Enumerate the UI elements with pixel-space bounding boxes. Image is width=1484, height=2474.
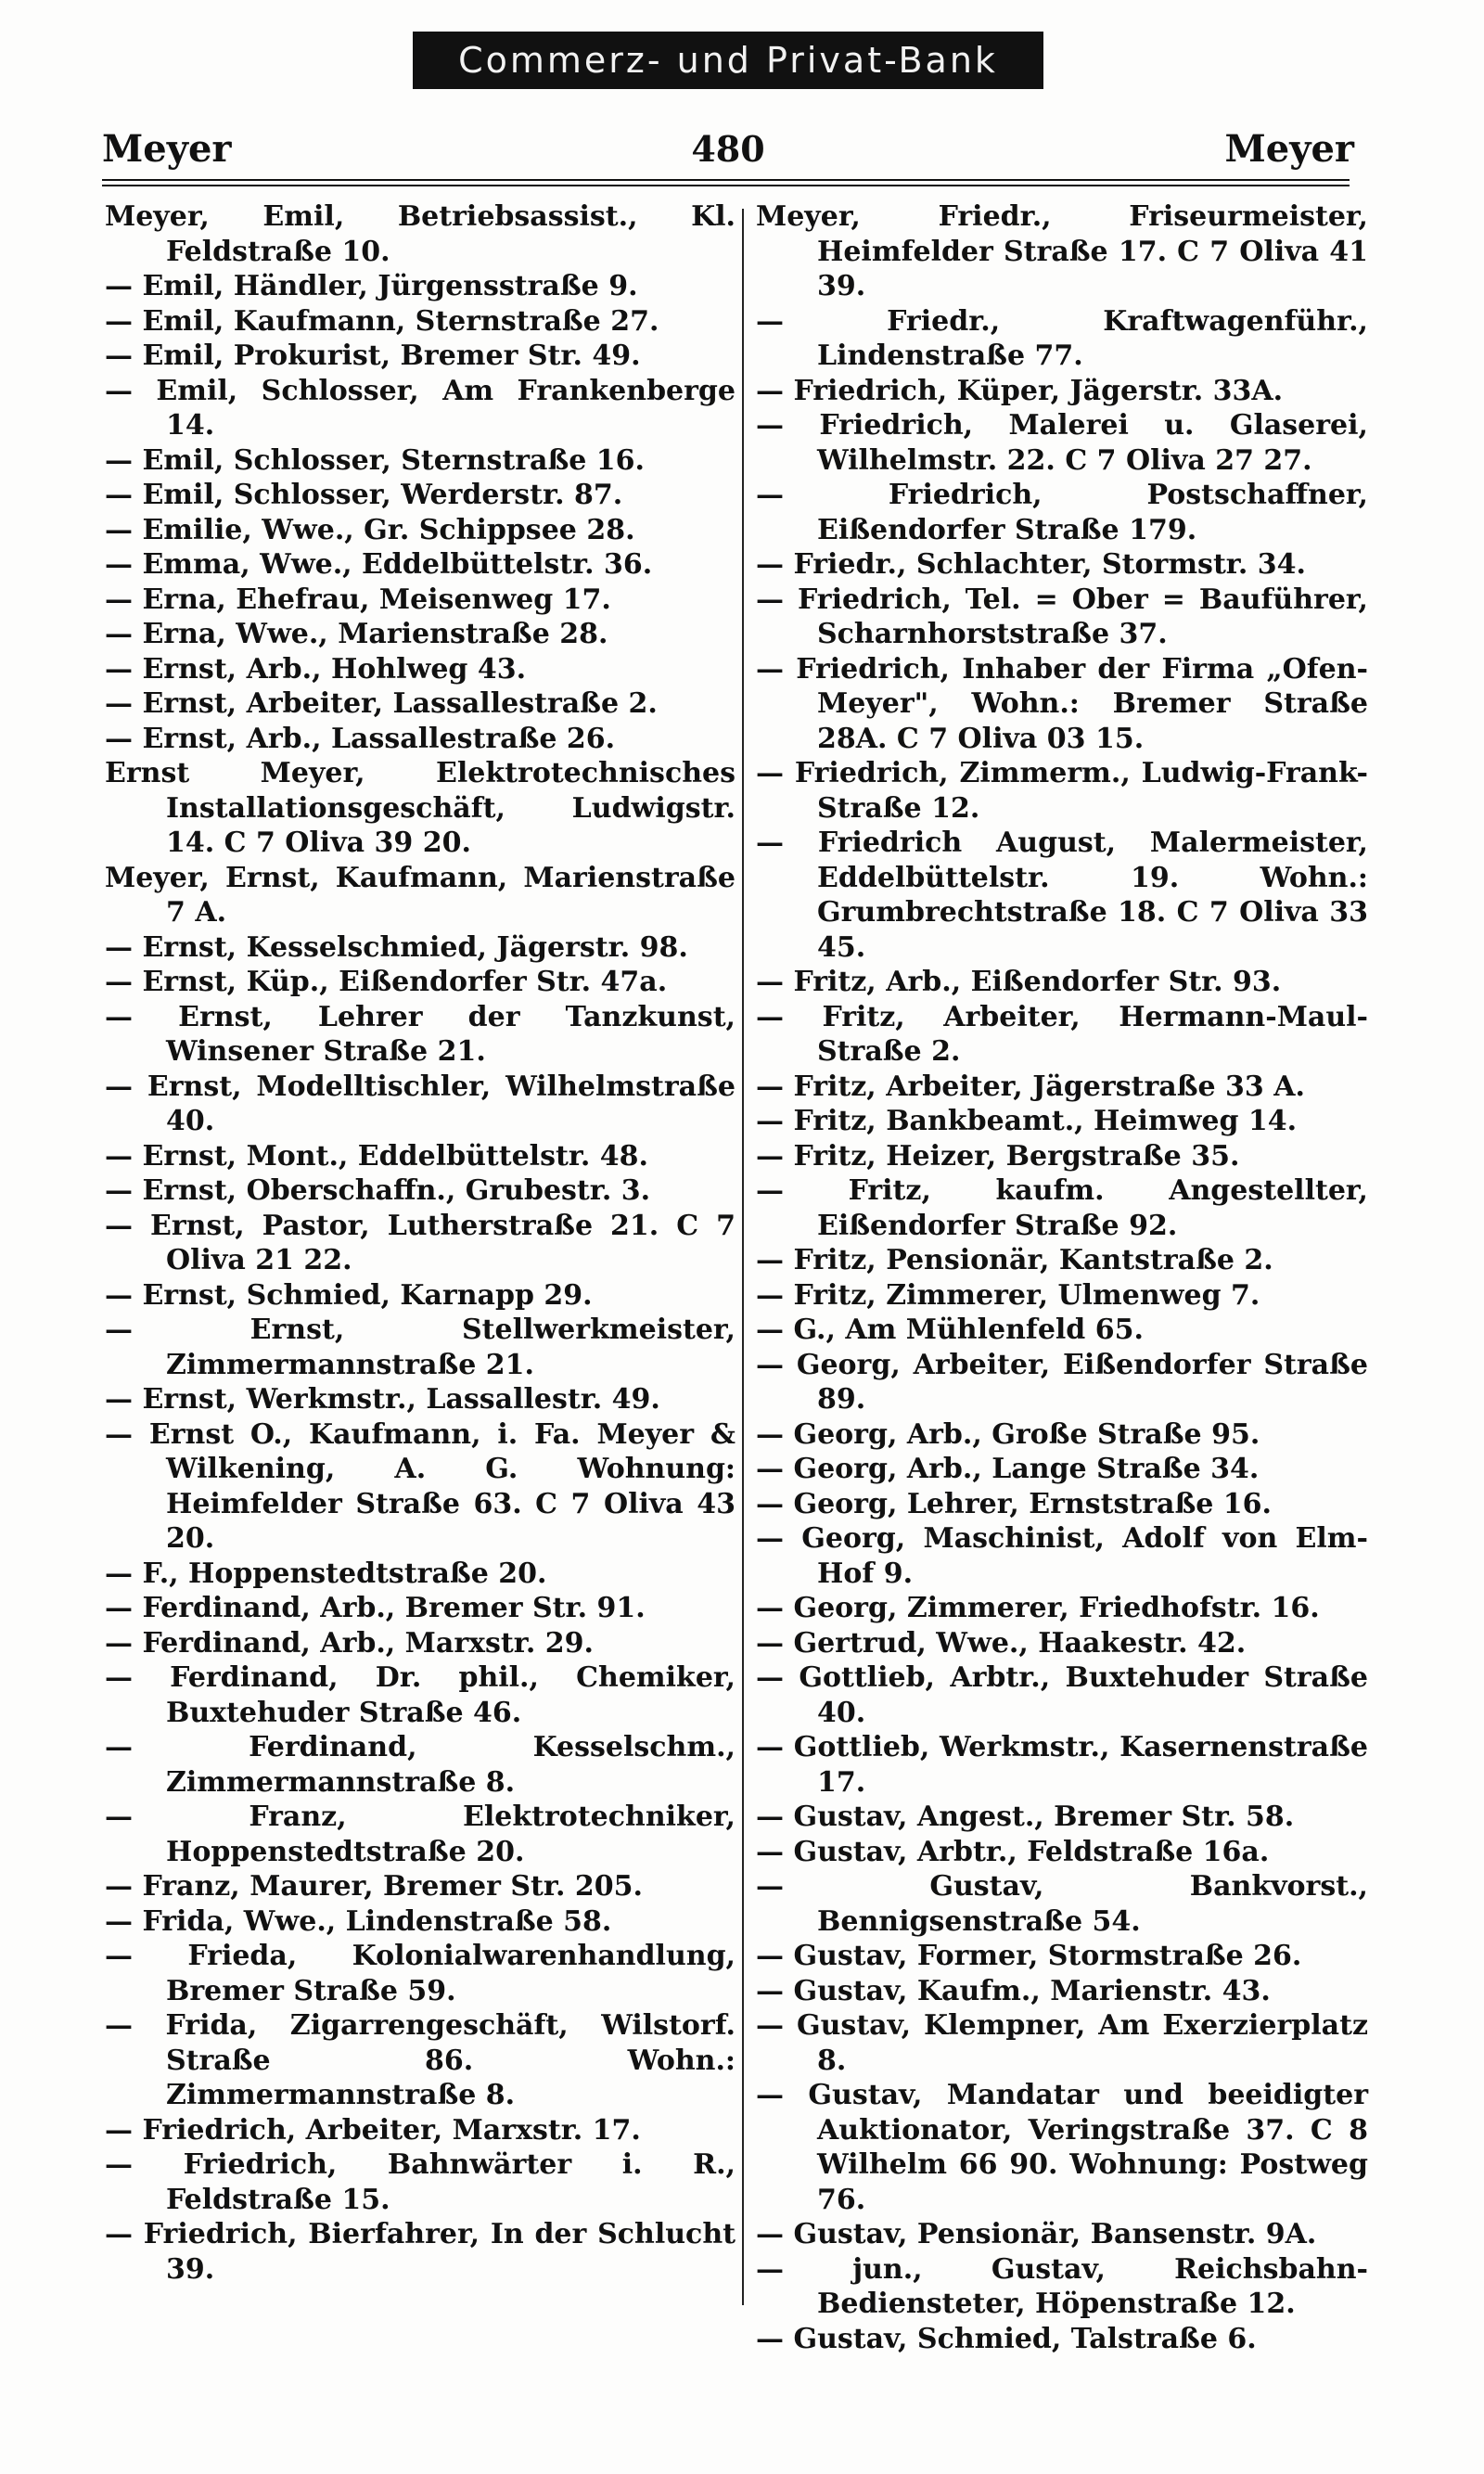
directory-entry: — Emil, Schlosser, Sternstraße 16. xyxy=(105,443,645,477)
directory-entry: Meyer, Friedr., Friseurmeister, Heimfelder Straße 17. C 7 Oliva 41 39. xyxy=(756,200,1368,302)
directory-entry: — Georg, Arb., Große Straße 95. xyxy=(756,1417,1260,1451)
directory-entry: — Emma, Wwe., Eddelbüttelstr. 36. xyxy=(105,548,653,581)
directory-entry: — Georg, Zimmerer, Friedhofstr. 16. xyxy=(756,1592,1320,1624)
directory-entry: — Gustav, Mandatar und beeidigter Auktionator, Veringstraße 37. C 8 Wilhelm 66 90. Wohnung: Postweg 76. xyxy=(756,2079,1368,2216)
directory-entry: — Ernst, Küp., Eißendorfer Str. 47a. xyxy=(105,966,668,998)
directory-entry: — Emil, Händler, Jürgensstraße 9. xyxy=(105,270,638,302)
directory-entry: — Friedrich, Bahnwärter i. R., Feldstraße 15. xyxy=(105,2148,736,2216)
directory-entry: — Frida, Wwe., Lindenstraße 58. xyxy=(105,1904,612,1938)
directory-entry: — Ernst, Kesselschmied, Jägerstr. 98. xyxy=(105,930,688,964)
directory-entry: — Ferdinand, Arb., Bremer Str. 91. xyxy=(105,1592,646,1624)
directory-entry: — Friedrich August, Malermeister, Eddelbüttelstr. 19. Wohn.: Grumbrechtstraße 18. C 7 Oliva 33 45. xyxy=(756,827,1368,964)
directory-entry: — Friedrich, Tel. = Ober = Bauführer, Scharnhorststraße 37. xyxy=(756,583,1368,650)
directory-entry: — Georg, Maschinist, Adolf von Elm-Hof 9. xyxy=(756,1522,1368,1590)
directory-entry: — Ernst, Lehrer der Tanzkunst, Winsener Straße 21. xyxy=(105,1000,736,1068)
directory-entry: — Friedr., Schlachter, Stormstr. 34. xyxy=(756,548,1306,581)
directory-entry: — Fritz, kaufm. Angestellter, Eißendorfer Straße 92. xyxy=(756,1174,1368,1242)
left-column xyxy=(105,199,736,2314)
directory-entry: — Friedrich, Malerei u. Glaserei, Wilhelmstr. 22. C 7 Oliva 27 27. xyxy=(756,409,1368,477)
directory-entry: — Fritz, Arb., Eißendorfer Str. 93. xyxy=(756,966,1282,998)
header-right-name: Meyer xyxy=(1224,126,1354,171)
directory-entry: — F., Hoppenstedtstraße 20. xyxy=(105,1557,547,1590)
directory-entry: — Ernst, Werkmstr., Lassallestr. 49. xyxy=(105,1383,660,1416)
directory-entry: — Gustav, Arbtr., Feldstraße 16a. xyxy=(756,1835,1270,1868)
directory-entry: — Gustav, Schmied, Talstraße 6. xyxy=(756,2322,1257,2355)
directory-entry: — Gustav, Klempner, Am Exerzierplatz 8. xyxy=(756,2009,1368,2077)
directory-entry: — Friedrich, Bierfahrer, In der Schlucht 39. xyxy=(105,2218,736,2286)
directory-entry: — Ernst, Mont., Eddelbüttelstr. 48. xyxy=(105,1139,648,1173)
directory-entry: — Gustav, Angest., Bremer Str. 58. xyxy=(756,1801,1295,1833)
directory-entry: — Gertrud, Wwe., Haakestr. 42. xyxy=(756,1626,1247,1660)
directory-entry: — Gottlieb, Arbtr., Buxtehuder Straße 40. xyxy=(756,1661,1368,1729)
directory-entry: — Friedrich, Inhaber der Firma „Ofen-Meyer", Wohn.: Bremer Straße 28A. C 7 Oliva 03 15. xyxy=(756,652,1368,755)
directory-entry: — Emilie, Wwe., Gr. Schippsee 28. xyxy=(105,513,635,546)
directory-entry: — Ernst O., Kaufmann, i. Fa. Meyer & Wilkening, A. G. Wohnung: Heimfelder Straße 63. C 7 Oliva 43 20. xyxy=(105,1417,736,1555)
running-header xyxy=(102,121,1354,176)
directory-entry: — Fritz, Bankbeamt., Heimweg 14. xyxy=(756,1105,1298,1137)
directory-entry: — Friedrich, Arbeiter, Marxstr. 17. xyxy=(105,2113,641,2147)
directory-entry: — Erna, Ehefrau, Meisenweg 17. xyxy=(105,583,611,616)
bank-advertisement-banner: Commerz- und Privat-Bank xyxy=(413,32,1043,89)
directory-entry: — Friedrich, Küper, Jägerstr. 33A. xyxy=(756,374,1284,407)
directory-entry: — Ernst, Pastor, Lutherstraße 21. C 7 Oliva 21 22. xyxy=(105,1209,736,1276)
directory-entry: — Fritz, Arbeiter, Hermann-Maul-Straße 2. xyxy=(756,1000,1368,1068)
header-rule-bottom xyxy=(102,185,1350,186)
directory-entry: — Friedrich, Postschaffner, Eißendorfer Straße 179. xyxy=(756,479,1368,546)
directory-entry: — Erna, Wwe., Marienstraße 28. xyxy=(105,618,608,650)
directory-entry: — Fritz, Heizer, Bergstraße 35. xyxy=(756,1139,1240,1173)
directory-entry: — Fritz, Arbeiter, Jägerstraße 33 A. xyxy=(756,1070,1305,1103)
directory-entry: — Fritz, Zimmerer, Ulmenweg 7. xyxy=(756,1278,1260,1312)
directory-entry: — Emil, Schlosser, Am Frankenberge 14. xyxy=(105,374,736,442)
directory-entry: Meyer, Ernst, Kaufmann, Marienstraße 7 A. xyxy=(105,861,736,929)
directory-entry: — Ernst, Arb., Lassallestraße 26. xyxy=(105,722,616,755)
directory-entry: — Ferdinand, Arb., Marxstr. 29. xyxy=(105,1626,594,1660)
directory-entry: — Emil, Kaufmann, Sternstraße 27. xyxy=(105,304,659,338)
directory-entry: — G., Am Mühlenfeld 65. xyxy=(756,1314,1144,1346)
header-left-name: Meyer xyxy=(102,126,232,171)
directory-entry: — Gustav, Bankvorst., Bennigsenstraße 54. xyxy=(756,1870,1368,1938)
page-number: 480 xyxy=(691,127,765,170)
directory-entry: — Ernst, Stellwerkmeister, Zimmermannstraße 21. xyxy=(105,1314,736,1381)
directory-entry: — Fritz, Pensionär, Kantstraße 2. xyxy=(756,1244,1273,1276)
directory-entry: — Ernst, Arbeiter, Lassallestraße 2. xyxy=(105,687,658,720)
directory-entry: — Gustav, Pensionär, Bansenstr. 9A. xyxy=(756,2218,1317,2250)
directory-entry: — Gustav, Former, Stormstraße 26. xyxy=(756,1940,1302,1972)
directory-entry: — jun., Gustav, Reichsbahn-Bediensteter, Höpenstraße 12. xyxy=(756,2252,1368,2320)
directory-entry: — Franz, Maurer, Bremer Str. 205. xyxy=(105,1870,643,1903)
directory-entry: — Frida, Zigarrengeschäft, Wilstorf. Straße 86. Wohn.: Zimmermannstraße 8. xyxy=(105,2009,736,2111)
column-divider xyxy=(742,209,744,2305)
directory-entry: Ernst Meyer, Elektrotechnisches Installationsgeschäft, Ludwigstr. 14. C 7 Oliva 39 20. xyxy=(105,757,736,859)
header-rule-top xyxy=(102,179,1350,181)
directory-entry: — Ernst, Modelltischler, Wilhelmstraße 40. xyxy=(105,1070,736,1137)
directory-entry: — Gustav, Kaufm., Marienstr. 43. xyxy=(756,1974,1271,2007)
directory-entry: — Georg, Lehrer, Ernststraße 16. xyxy=(756,1487,1272,1520)
directory-entry: — Gottlieb, Werkmstr., Kasernenstraße 17. xyxy=(756,1731,1368,1799)
directory-entry: — Emil, Prokurist, Bremer Str. 49. xyxy=(105,340,641,372)
directory-entry: — Friedr., Kraftwagenführ., Lindenstraße 77. xyxy=(756,304,1368,372)
directory-entry: — Georg, Arb., Lange Straße 34. xyxy=(756,1453,1260,1485)
directory-entry: — Ernst, Schmied, Karnapp 29. xyxy=(105,1278,593,1312)
directory-entry: — Georg, Arbeiter, Eißendorfer Straße 89. xyxy=(756,1348,1368,1416)
directory-entry: — Ernst, Arb., Hohlweg 43. xyxy=(105,652,527,686)
directory-entry: — Emil, Schlosser, Werderstr. 87. xyxy=(105,479,623,511)
directory-entry: — Ferdinand, Kesselschm., Zimmermannstraße 8. xyxy=(105,1731,736,1799)
directory-entry: — Franz, Elektrotechniker, Hoppenstedtstraße 20. xyxy=(105,1801,736,1868)
directory-entry: — Ernst, Oberschaffn., Grubestr. 3. xyxy=(105,1174,651,1207)
directory-entry: — Ferdinand, Dr. phil., Chemiker, Buxtehuder Straße 46. xyxy=(105,1661,736,1729)
directory-entry: — Frieda, Kolonialwarenhandlung, Bremer Straße 59. xyxy=(105,1940,736,2007)
directory-entry: — Friedrich, Zimmerm., Ludwig-Frank-Straße 12. xyxy=(756,757,1368,825)
right-column xyxy=(756,199,1368,2355)
directory-entry: Meyer, Emil, Betriebsassist., Kl. Feldstraße 10. xyxy=(105,200,736,268)
